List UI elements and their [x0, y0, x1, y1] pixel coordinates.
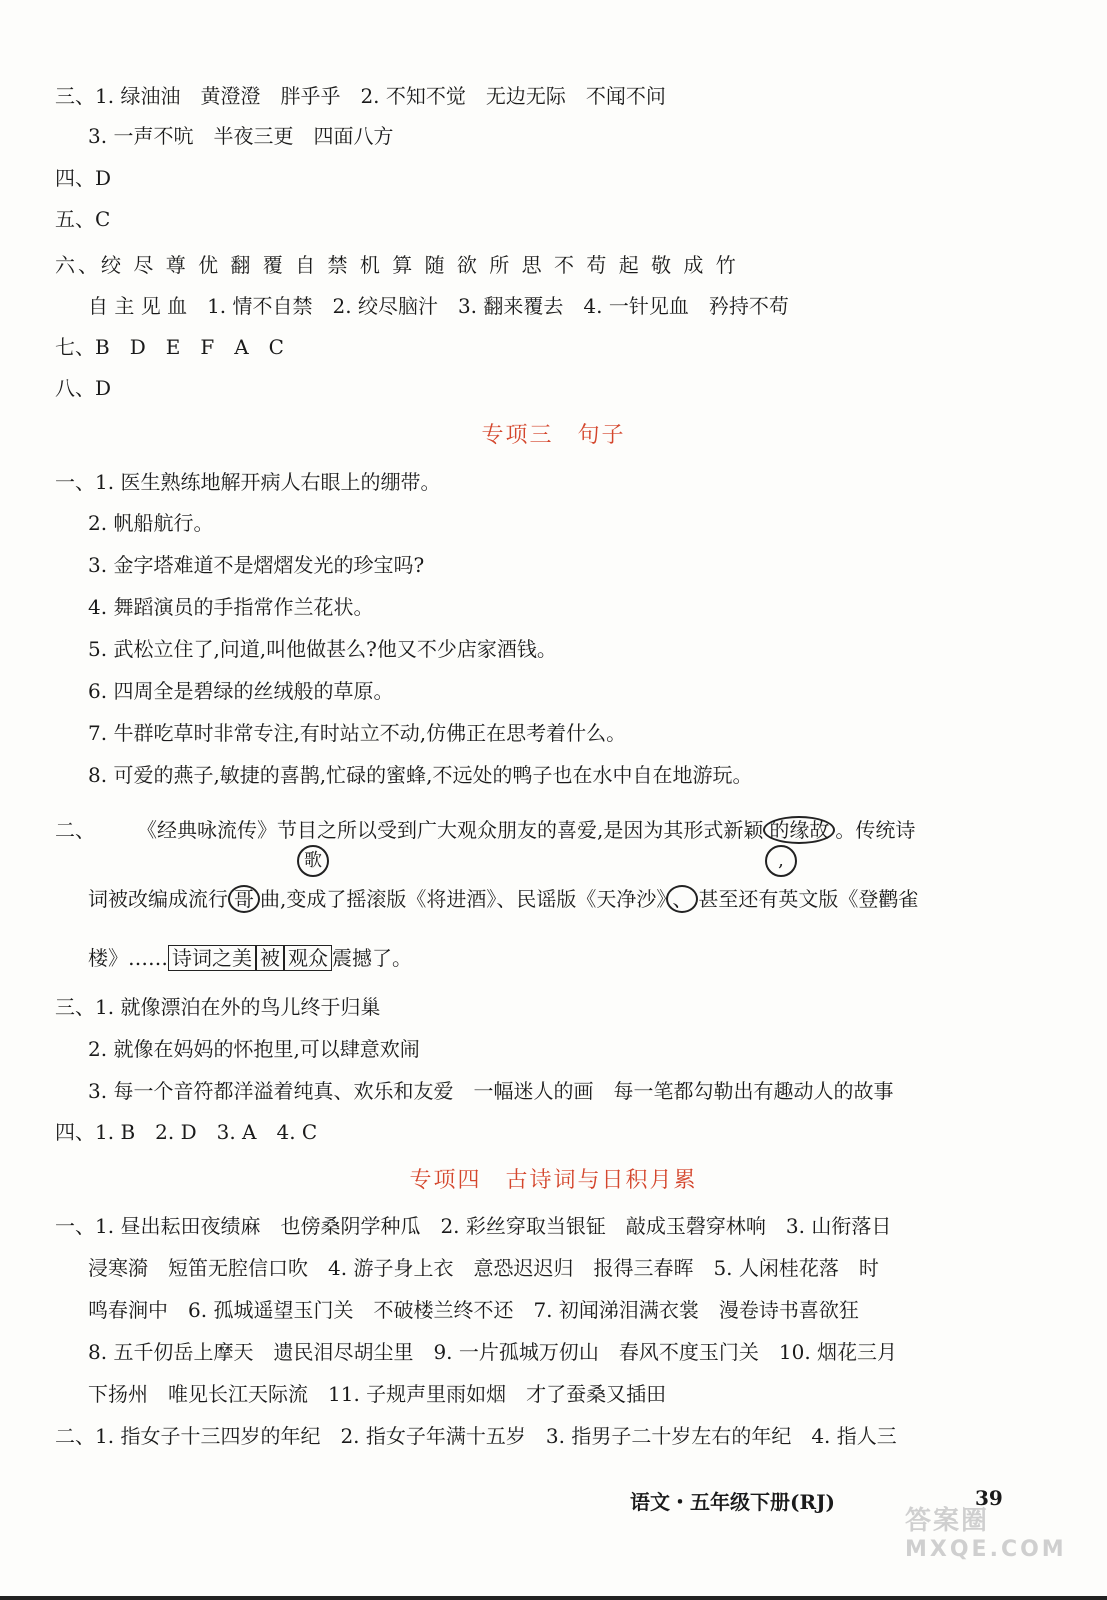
proofread-line-3 — [88, 944, 1067, 972]
answer-line: 6. 四周全是碧绿的丝绒般的草原。 — [88, 679, 394, 703]
text-run: 曲,变成了摇滚版《将进酒》、民谣版《天净沙》 — [260, 887, 667, 911]
text-run: 楼》…… — [88, 946, 168, 970]
answer-line: 3. 每一个音符都洋溢着纯真、欢乐和友爱 一幅迷人的画 每一笔都勾勒出有趣动人的故事 — [88, 1079, 894, 1103]
circled-error-mark: 、 — [666, 885, 698, 913]
text-run: 甚至还有英文版《登鹳雀 — [698, 887, 919, 911]
insert-correction-mark: , — [765, 845, 797, 877]
boxed-word: 观众 — [284, 945, 332, 971]
answer-line: 8. 可爱的燕子,敏捷的喜鹊,忙碌的蜜蜂,不远处的鸭子也在水中自在地游玩。 — [88, 763, 753, 787]
answer-line: 一、1. 昼出耘田夜绩麻 也傍桑阴学种瓜 2. 彩丝穿取当银钲 敲成玉磬穿林响 3. 山衔落日 — [55, 1214, 892, 1238]
page-number: 39 — [975, 1486, 1003, 1510]
footer-book-title: 语文・五年级下册(RJ) — [630, 1490, 836, 1514]
answer-line: 自 主 见 血 1. 情不自禁 2. 绞尽脑汁 3. 翻来覆去 4. 一针见血 矜持不苟 — [88, 294, 789, 318]
answer-line: 3. 金字塔难道不是熠熠发光的珍宝吗? — [88, 553, 425, 577]
answer-line: 二、1. 指女子十三四岁的年纪 2. 指女子年满十五岁 3. 指男子二十岁左右的年纪 4. 指人三 — [55, 1424, 897, 1448]
boxed-word: 被 — [256, 945, 284, 971]
text-run: 《经典咏流传》节目之所以受到广大观众朋友的喜爱,是因为其形式新颖 — [137, 818, 764, 842]
answer-line: 2. 帆船航行。 — [88, 511, 214, 535]
answer-line: 七、B D E F A C — [55, 335, 284, 359]
answer-line: 五、C — [55, 207, 111, 231]
text-run: 词被改编成流行 — [88, 887, 228, 911]
answer-line: 5. 武松立住了,问道,叫他做甚么?他又不少店家酒钱。 — [88, 637, 557, 661]
answer-line: 四、D — [55, 166, 112, 190]
circled-error-mark: 哥 — [228, 885, 260, 913]
watermark-url: MXQE.COM — [905, 1537, 1067, 1562]
answer-line: 7. 牛群吃草时非常专注,有时站立不动,仿佛正在思考着什么。 — [88, 721, 627, 745]
answer-line: 鸣春涧中 6. 孤城遥望玉门关 不破楼兰终不还 7. 初闻涕泪满衣裳 漫卷诗书喜欲狂 — [88, 1298, 859, 1322]
answer-line: 浸寒漪 短笛无腔信口吹 4. 游子身上衣 意恐迟迟归 报得三春晖 5. 人闲桂花落 时 — [88, 1256, 879, 1280]
answer-line: 八、D — [55, 376, 112, 400]
text-run: 。传统诗 — [835, 818, 916, 842]
answer-line: 2. 就像在妈妈的怀抱里,可以肆意欢闹 — [88, 1037, 420, 1061]
text-run: 震撼了。 — [332, 946, 412, 970]
item-label: 二、 — [55, 818, 95, 842]
section-title: 专项三 句子 — [481, 423, 626, 448]
proofread-line-2 — [88, 885, 1067, 913]
answer-line: 四、1. B 2. D 3. A 4. C — [55, 1120, 318, 1144]
answer-line: 六、绞 尽 尊 优 翻 覆 自 禁 机 算 随 欲 所 思 不 苟 起 敬 成 竹 — [55, 253, 739, 277]
answer-line: 4. 舞蹈演员的手指常作兰花状。 — [88, 595, 374, 619]
section-title: 专项四 古诗词与日积月累 — [409, 1168, 698, 1193]
answer-line: 一、1. 医生熟练地解开病人右眼上的绷带。 — [55, 470, 441, 494]
circled-delete-mark: 的缘故 — [763, 816, 835, 844]
watermark-logo — [905, 1500, 1067, 1562]
proofread-line-1 — [55, 816, 1067, 844]
answer-line: 8. 五千仞岳上摩天 遗民泪尽胡尘里 9. 一片孤城万仞山 春风不度玉门关 10. 烟花三月 — [88, 1340, 898, 1364]
answer-line: 下扬州 唯见长江天际流 11. 子规声里雨如烟 才了蚕桑又插田 — [88, 1382, 667, 1406]
answer-line: 三、1. 就像漂泊在外的鸟儿终于归巢 — [55, 995, 381, 1019]
answer-line: 3. 一声不吭 半夜三更 四面八方 — [88, 124, 394, 148]
insert-correction-mark: 歌 — [297, 845, 329, 877]
page-bottom-border — [0, 1596, 1107, 1600]
watermark-text: 答案圈 — [905, 1506, 990, 1536]
answer-line: 三、1. 绿油油 黄澄澄 胖乎乎 2. 不知不觉 无边无际 不闻不问 — [55, 84, 666, 108]
boxed-word: 诗词之美 — [168, 945, 256, 971]
